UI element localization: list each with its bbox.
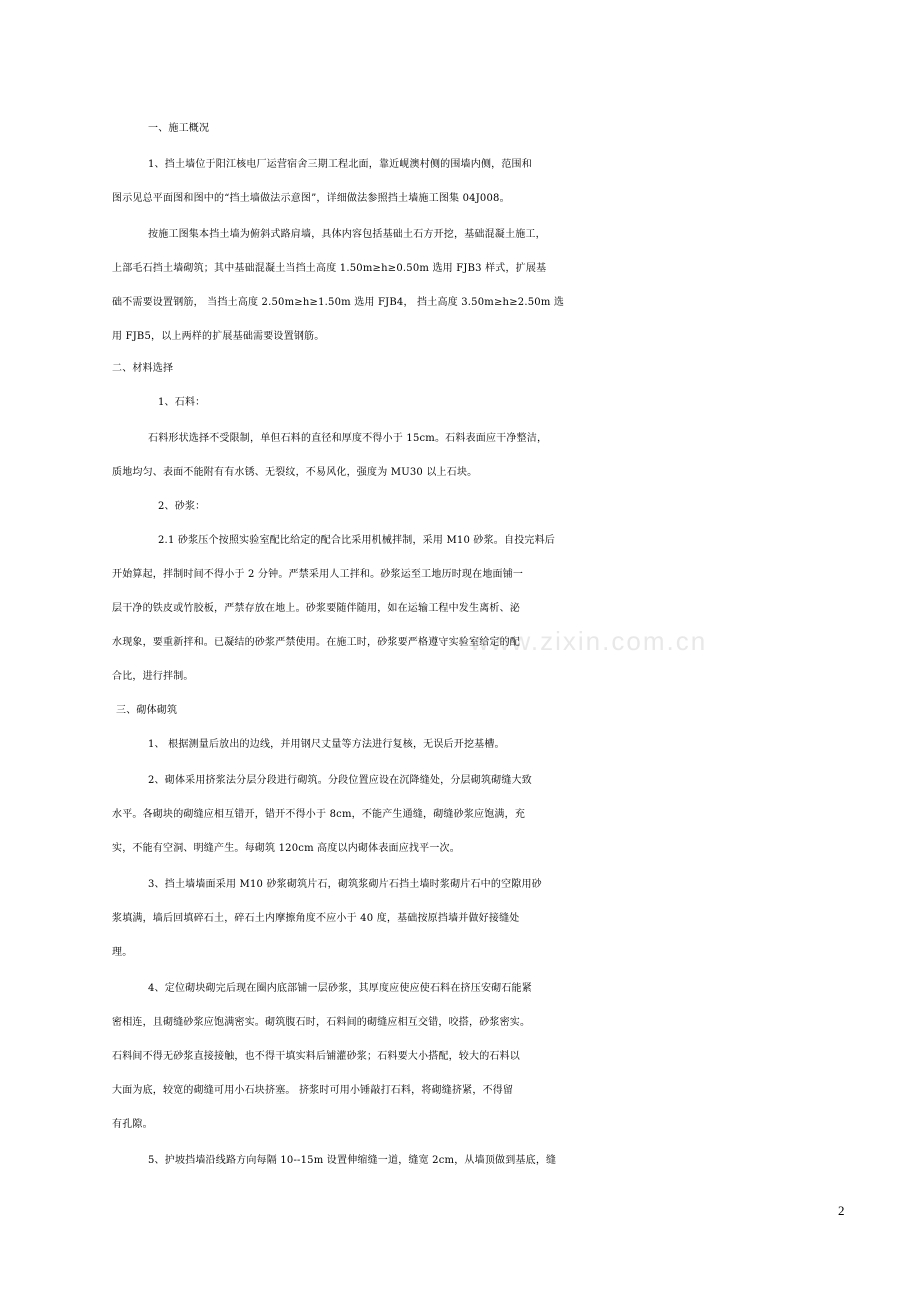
paragraph-line: 石料形状选择不受限制，单但石料的直径和厚度不得小于 15cm。石料表面应干净整洁， xyxy=(148,433,548,444)
paragraph-line: 础不需要设置钢筋， 当挡土高度 2.50m≥h≥1.50m 选用 FJB4， 挡土高度 3.50m≥h≥2.50m 选 xyxy=(112,297,565,308)
paragraph-line: 水平。各砌块的砌缝应相互错开，错开不得小于 8cm，不能产生通缝，砌缝砂浆应饱满，充 xyxy=(112,809,526,820)
paragraph-line: 水现象，要重新拌和。已凝结的砂浆严禁使用。在施工时，砂浆要严格遵守实验室给定的配 xyxy=(112,637,520,648)
paragraph-line: 层干净的铁皮或竹胶板，严禁存放在地上。砂浆要随伴随用，如在运输工程中发生离析、泌 xyxy=(112,603,520,614)
paragraph-line: 上部毛石挡土墙砌筑；其中基础混凝土当挡土高度 1.50m≥h≥0.50m 选用 FJB3 样式，扩展基 xyxy=(112,263,547,274)
paragraph-line: 3、挡土墙墙面采用 M10 砂浆砌筑片石，砌筑浆砌片石挡土墙时浆砌片石中的空隙用砂 xyxy=(148,879,542,890)
paragraph-line: 浆填满，墙后回填碎石土，碎石土内摩擦角度不应小于 40 度，基础按原挡墙并做好接缝处 xyxy=(112,913,520,924)
paragraph-line: 实，不能有空洞、明缝产生。每砌筑 120cm 高度以内砌体表面应找平一次。 xyxy=(112,843,460,854)
paragraph-line: 按施工图集本挡土墙为俯斜式路肩墙，具体内容包括基础土石方开挖，基础混凝土施工， xyxy=(148,229,546,240)
paragraph-line: 质地均匀、表面不能附有有水锈、无裂纹，不易风化，强度为 MU30 以上石块。 xyxy=(112,467,478,478)
paragraph-line: 石料间不得无砂浆直接接触，也不得干填实料后铺灌砂浆；石料要大小搭配，较大的石料以 xyxy=(112,1051,520,1062)
paragraph-line: 合比，进行拌制。 xyxy=(112,671,194,682)
paragraph-line: 2.1 砂浆压个按照实验室配比给定的配合比采用机械拌制，采用 M10 砂浆。自投完料后 xyxy=(158,535,556,546)
subsection-heading: 2、砂浆： xyxy=(158,501,206,512)
section-heading: 三、砌体砌筑 xyxy=(116,705,178,716)
paragraph-line: 1、挡土墙位于阳江核电厂运营宿舍三期工程北面，靠近岘澳村侧的围墙内侧，范围和 xyxy=(148,159,532,170)
paragraph-line: 4、定位砌块砌完后现在圈内底部铺一层砂浆，其厚度应使应使石料在挤压安砌石能紧 xyxy=(148,983,532,994)
paragraph-line: 密相连，且砌缝砂浆应饱满密实。砌筑腹石时，石料间的砌缝应相互交错，咬搭，砂浆密实。 xyxy=(112,1017,531,1028)
paragraph-line: 理。 xyxy=(112,947,133,958)
page-number: 2 xyxy=(838,1203,845,1218)
paragraph-line: 图示见总平面图和图中的“挡土墙做法示意图”，详细做法参照挡土墙施工图集 04J008。 xyxy=(112,193,510,204)
paragraph-line: 1、 根据测量后放出的边线，并用钢尺丈量等方法进行复核，无误后开挖基槽。 xyxy=(148,739,505,750)
paragraph-line: 5、护坡挡墙沿线路方向每隔 10--15m 设置伸缩缝一道，缝宽 2cm，从墙顶做到基底，缝 xyxy=(148,1155,557,1166)
paragraph-line: 大面为底，较宽的砌缝可用小石块挤塞。 挤浆时可用小锤敲打石料，将砌缝挤紧，不得留 xyxy=(112,1085,514,1096)
watermark: www.zixin.com.cn xyxy=(470,626,708,656)
paragraph-line: 开始算起，拌制时间不得小于 2 分钟。严禁采用人工拌和。砂浆运至工地历时现在地面铺一 xyxy=(112,569,524,580)
subsection-heading: 1、石料： xyxy=(158,397,206,408)
paragraph-line: 用 FJB5，以上两样的扩展基础需要设置钢筋。 xyxy=(112,331,325,342)
paragraph-line: 2、砌体采用挤浆法分层分段进行砌筑。分段位置应设在沉降缝处，分层砌筑砌缝大致 xyxy=(148,775,532,786)
section-heading: 一、施工概况 xyxy=(148,123,210,134)
paragraph-line: 有孔隙。 xyxy=(112,1119,153,1130)
section-heading: 二、材料选择 xyxy=(112,363,174,374)
